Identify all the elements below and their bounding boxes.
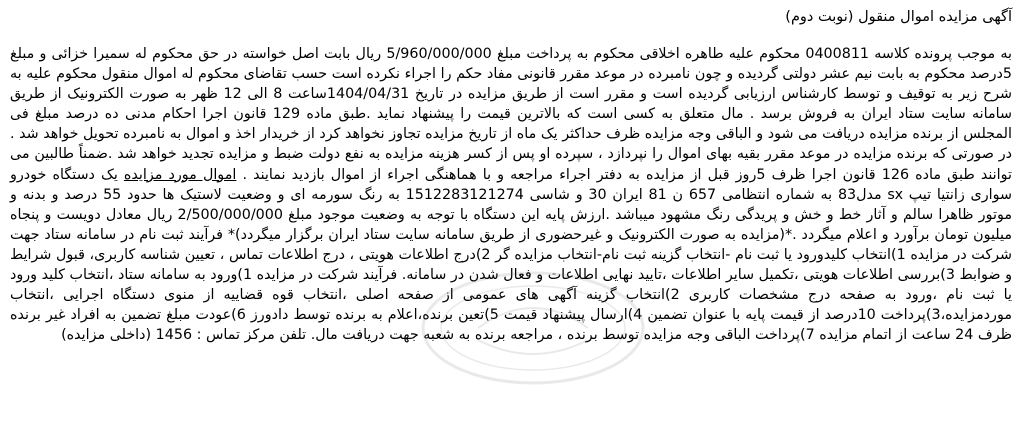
notice-title: آگهی مزایده اموال منقول (نوبت دوم): [785, 9, 1012, 25]
notice-body: [10, 44, 1012, 345]
notice-underlined-phrase: اموال مورد مزایده: [123, 166, 237, 183]
notice-body-part-1: به موجب پرونده کلاسه 0400811 محکوم علیه طاهره اخلاقی محکوم به پرداخت مبلغ 5/960/000/000 ریال بابت اصل خواسته در حق محکوم له سمیرا خزائی و مبلغ 5درصد محکوم به بابت نیم عشر دولتی گردیده و چون نامبرده در موعد مقرر قانونی مفاد حکم را اجراء نکرده است حسب تقاضای محکوم له اموال منقول محکوم علیه به شرح زیر به توقیف و توسط کارشناس ارزیابی گردیده است و مقرر است از طریق مزایده در تاریخ 1404/04/31ساعت 8 الی 12 ظهر به صورت الکترونیک از طریق سامانه سایت ستاد ایران به فروش برسد . مال متعلق به کسی است که بالاترین قیمت را پیشنهاد نماید .طبق ماده 129 قانون اجرا احکام مدنی ده درصد مبلغ فی المجلس از برنده مزایده دریافت می شود و الباقی وجه مزایده ظرف حداکثر یک ماه از تاریخ مزایده تجاوز نخواهد کرد از خریدار اخذ و اموال به نامبرده تحویل خواهد شد . در صورتی که برنده مزایده در موعد مقرر بقیه بهای اموال را نپردازد ، سپرده او پس از کسر هزینه مزایده به نفع دولت ضبط و مزایده تجدید خواهد شد .ضمناً طالبین می توانند طبق ماده 126 قانون اجرا ظرف 5روز قبل از مزایده به دفتر اجراء مراجعه و با هماهنگی اجراء از اموال بازدید نمایند .: [10, 46, 1013, 183]
notice-body-part-2: یک دستگاه خودرو سواری زانتیا تیپ sx مدل83 به شماره انتظامی 657 ن 81 ایران 30 و شاسی 1512283121274 به رنگ سورمه ای و وضعیت لاستیک ها حدود 55 درصد و بدنه و موتور ظاهرا سالم و آثار خط و خش و پریدگی رنگ مشهود میباشد .ارزش پایه این دستگاه با توجه به وضعیت موجود مبلغ 2/500/000/000 ریال معادل دویست و پنجاه میلیون تومان برآورد و اعلام میگردد .*(مزایده به صورت الکترونیک و غیرحضوری از طریق سامانه سایت ستاد ایران برگزار میگردد)* فرآیند ثبت نام در سامانه ستاد جهت شرکت در مزایده 1)انتخاب کلیدورود یا ثبت نام -انتخاب گزینه ثبت نام-انتخاب مزایده گر 2)درج اطلاعات هویتی ، درج اطلاعات تماس ، تعیین شناسه کاربری، قبول شرایط و ضوابط 3)بررسی اطلاعات هویتی ،تکمیل سایر اطلاعات ،تایید نهایی اطلاعات و فعال شدن در سامانه. فرآیند شرکت در مزایده 1)ورود به سامانه ستاد ،انتخاب کلید ورود یا ثبت نام ،ورود به صفحه درج مشخصات کاربری 2)انتخاب گزینه آگهی های عمومی از صفحه اصلی ،انتخاب قوه قضاییه از منوی دستگاه اجرایی ،انتخاب موردمزایده،3)پرداخت 10درصد از قیمت پایه با عنوان تضمین 4)ارسال پیشنهاد قیمت 5)تعین برنده،اعلام به برنده توسط دادورز 6)عودت مبلغ تضمین به افراد غیر برنده ظرف 24 ساعت از اتمام مزایده 7)پرداخت الباقی وجه مزایده توسط برنده ، مراجعه برنده به شعبه جهت دریافت مال. تلفن مرکز تماس : 1456 (داخلی مزایده): [10, 166, 1012, 344]
